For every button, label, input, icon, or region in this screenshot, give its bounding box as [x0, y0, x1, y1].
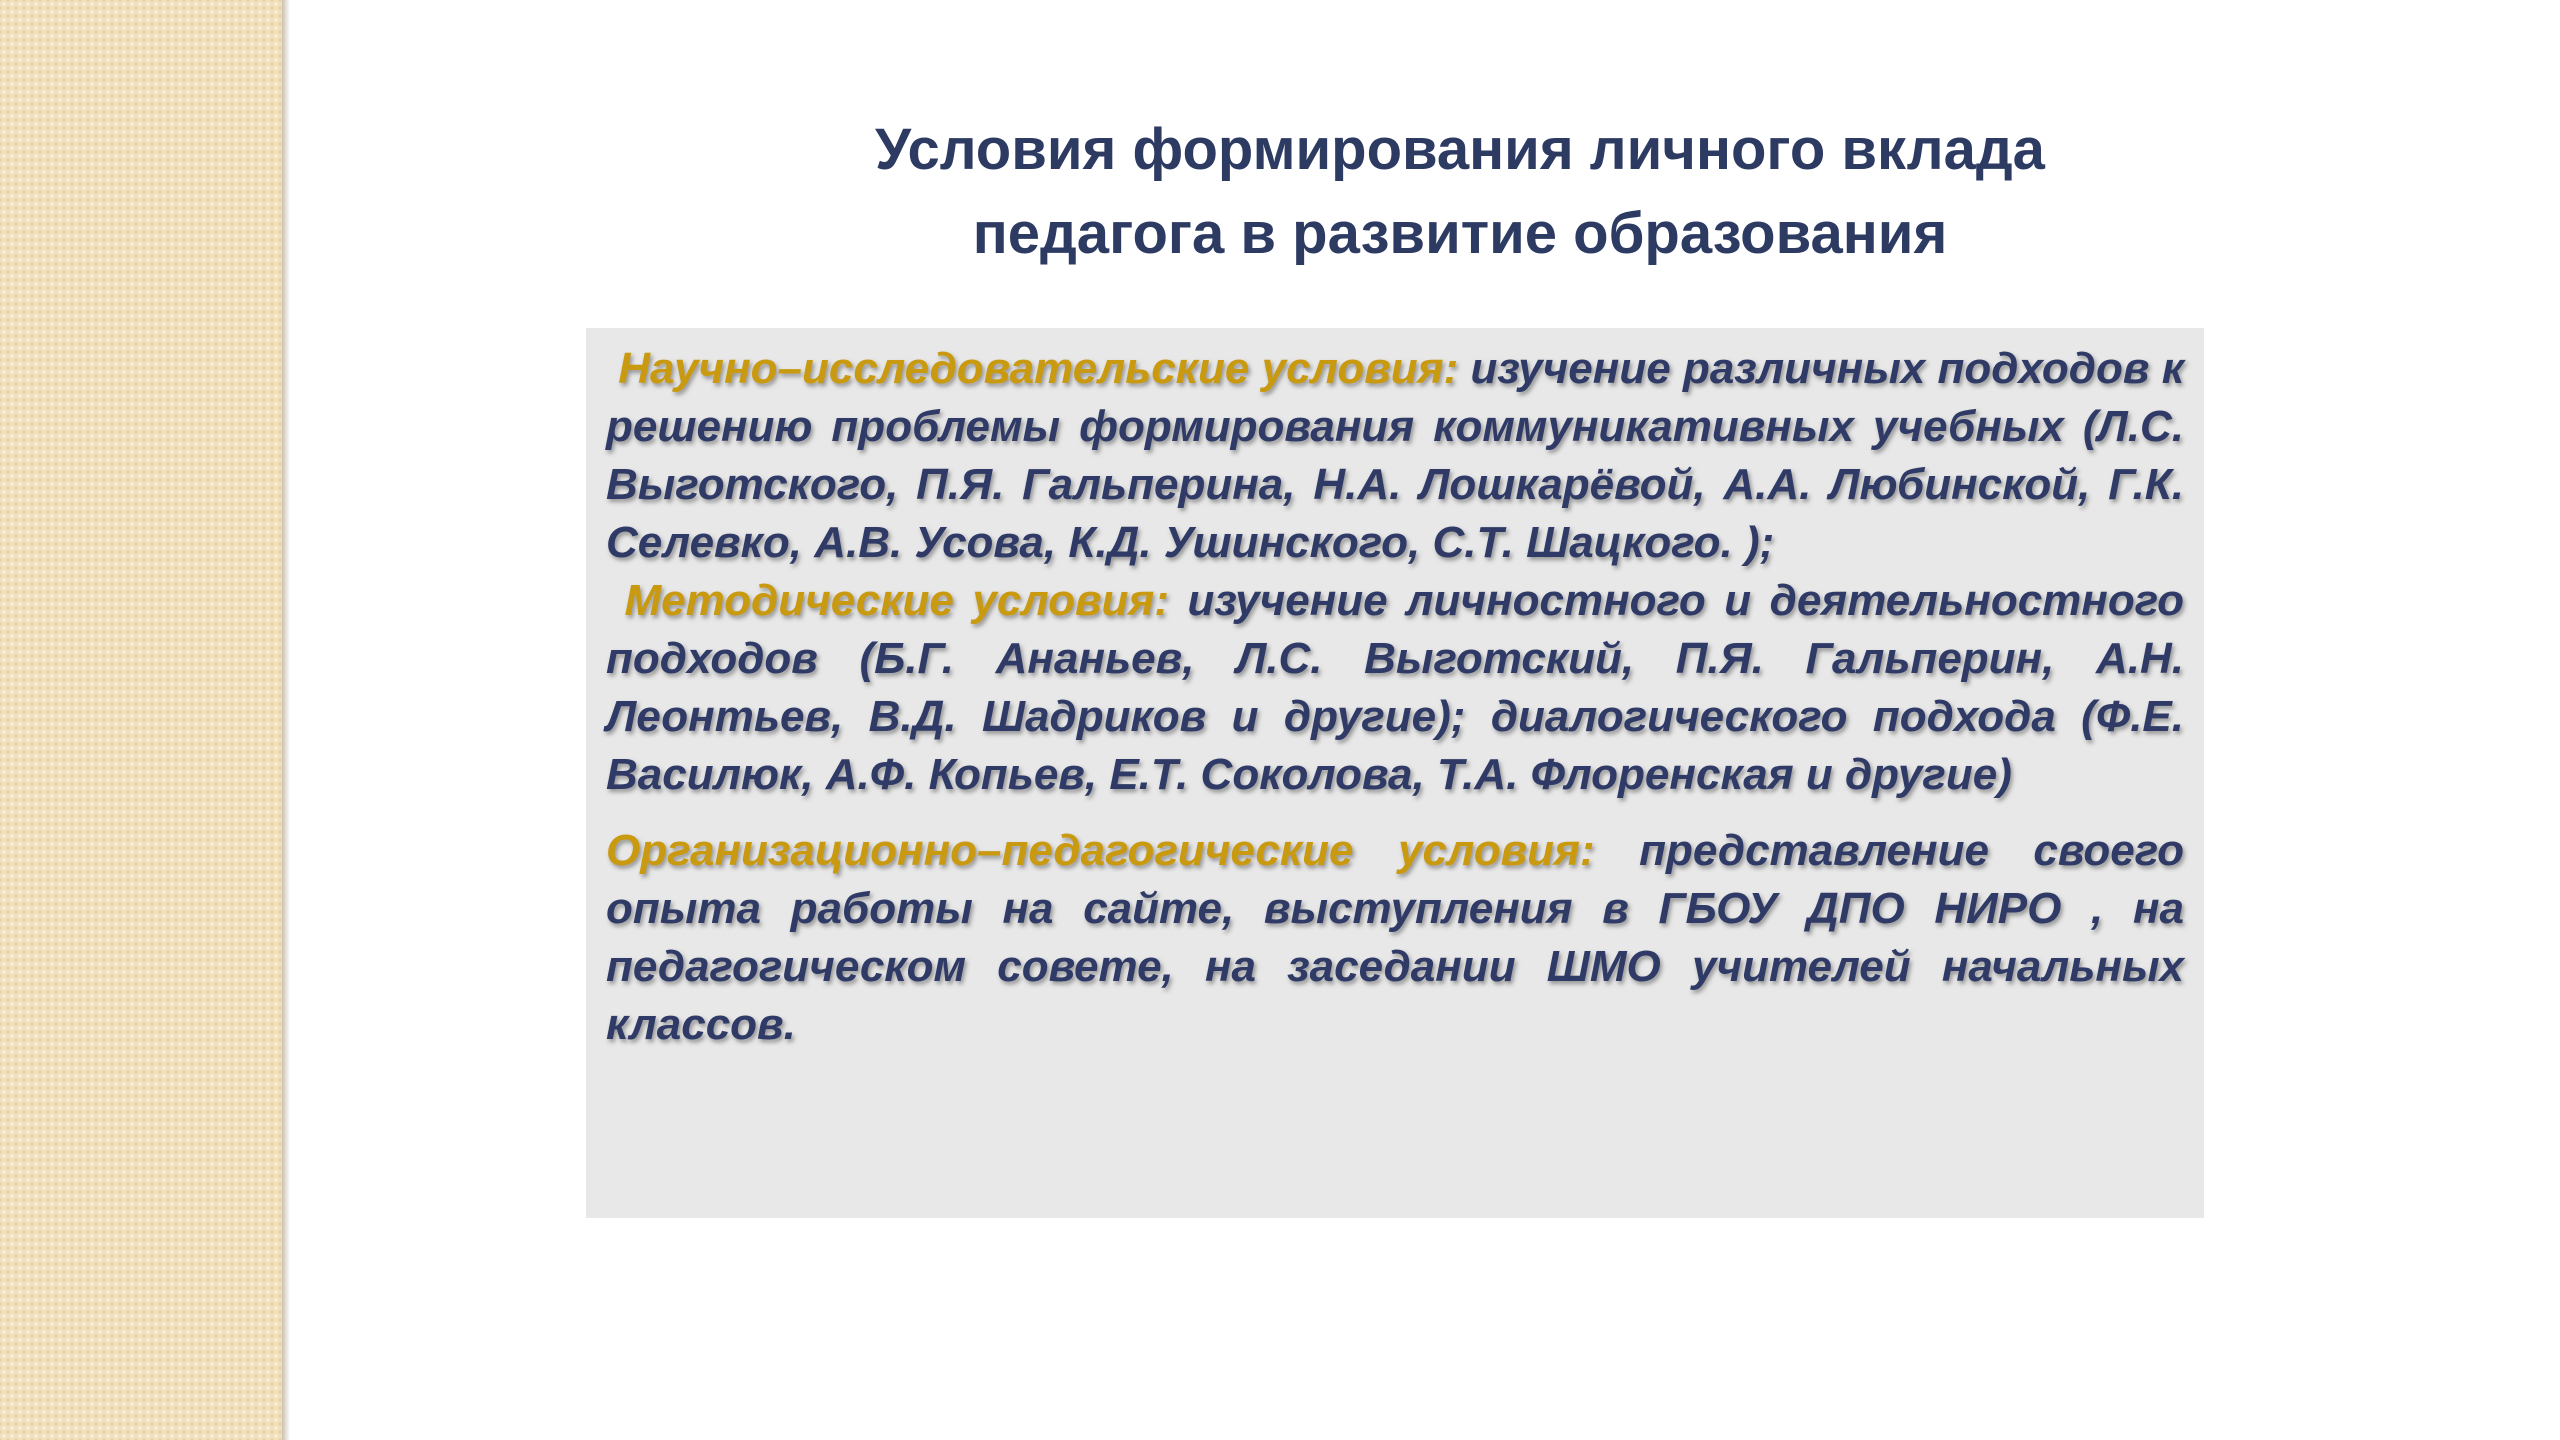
section-methodical-heading: Методические условия: [624, 576, 1169, 625]
section-methodical [606, 572, 2184, 804]
section-research-heading: Научно–исследовательские условия: [618, 344, 1459, 393]
side-strip-shadow [282, 0, 290, 1440]
section-organizational [606, 822, 2184, 1054]
slide-title-line-1: Условия формирования личного вклада [875, 117, 2045, 182]
section-research [606, 340, 2184, 572]
section-methodical-text: изучение личностного и деятельностного подходов (Б.Г. Ананьев, Л.С. Выготский, П.Я. Гальперин, А.Н. Леонтьев, В.Д. Шадриков и другие); диалогического подхода (Ф.Е. Василюк, А.Ф. Копьев, Е.Т. Соколова, Т.А. Флоренская и другие) [606, 576, 2185, 799]
decorative-side-strip [0, 0, 282, 1440]
slide-title [600, 108, 2320, 276]
content-box [586, 328, 2204, 1218]
section-research-text: изучение различных подходов к решению проблемы формирования коммуникативных учебных (Л.С. Выготского, П.Я. Гальперина, Н.А. Лошкарёвой, А.А. Любинской, Г.К. Селевко, А.В. Усова, К.Д. Ушинского, С.Т. Шацкого. ); [606, 344, 2184, 567]
section-organizational-heading: Организационно–педагогические условия: [606, 826, 1595, 875]
section-organizational-text: представление своего опыта работы на сайте, выступления в ГБОУ ДПО НИРО , на педагогическом совете, на заседании ШМО учителей начальных классов. [606, 826, 2184, 1049]
slide-title-line-2: педагога в развитие образования [972, 201, 1948, 266]
